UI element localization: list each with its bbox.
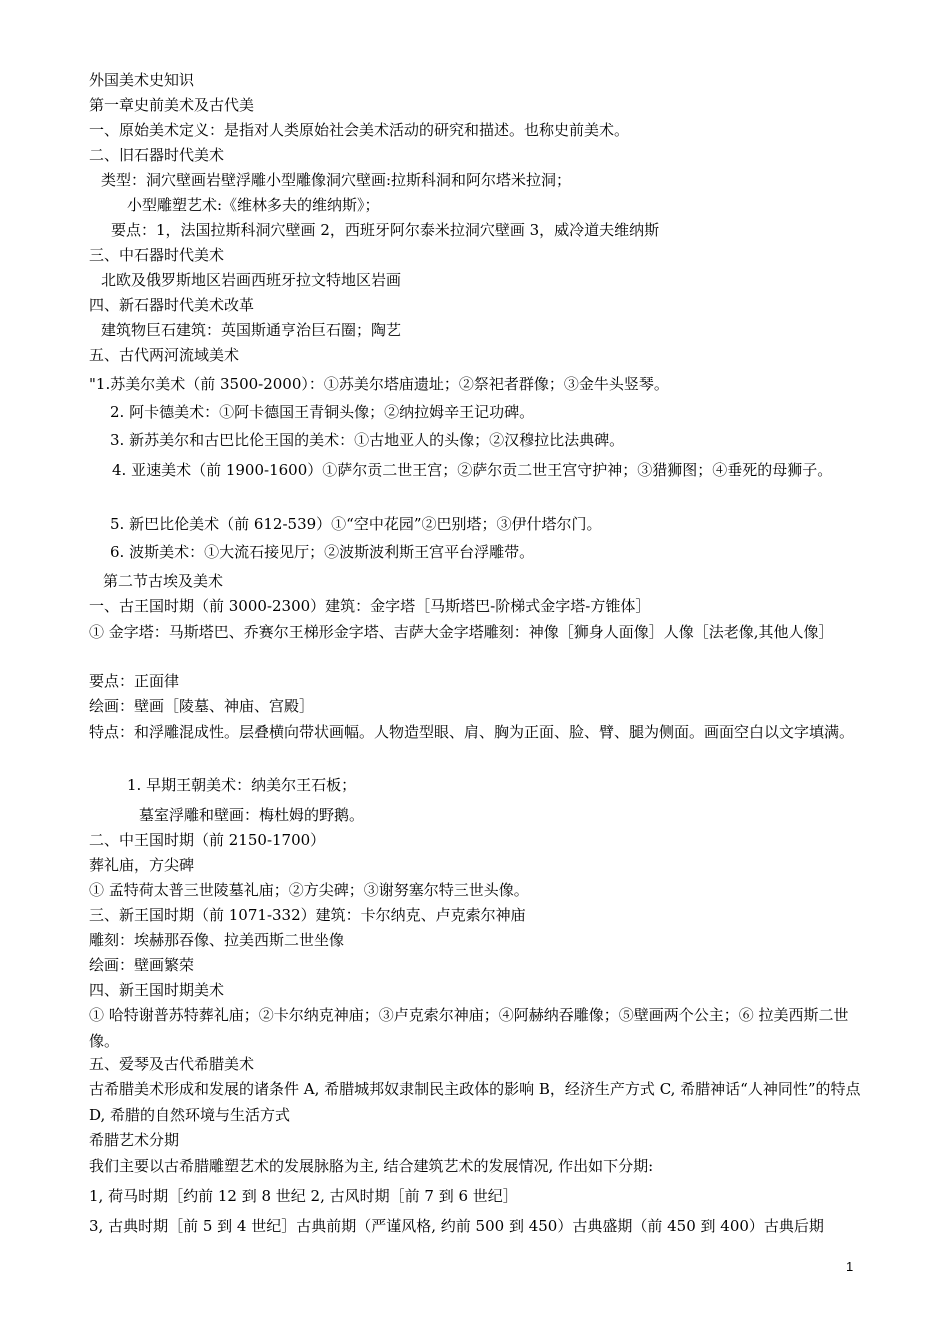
- list-item: 6. 波斯美术：①大流石接见厅；②波斯波利斯王宫平台浮雕带。: [110, 543, 535, 561]
- chapter-heading: 第一章史前美术及古代美: [89, 96, 255, 114]
- text-line: 一、古王国时期（前 3000-2300）建筑：金字塔［马斯塔巴-阶梯式金字塔-方锥体］: [89, 597, 651, 615]
- text-line: 建筑物巨石建筑：英国斯通亨治巨石圈；陶艺: [101, 321, 402, 339]
- section-heading: 五、古代两河流域美术: [89, 346, 240, 364]
- text-line: 1, 荷马时期［约前 12 到 8 世纪 2, 古风时期［前 7 到 6 世纪］: [89, 1187, 518, 1205]
- text-line: 要点：1，法国拉斯科洞穴壁画 2，西班牙阿尔泰米拉洞穴壁画 3，威冷道夫维纳斯: [111, 221, 660, 239]
- text-paragraph: ① 金字塔：马斯塔巴、乔赛尔王梯形金字塔、吉萨大金字塔雕刻：神像［狮身人面像］人像［法老像,其他人像］: [89, 623, 834, 641]
- text-paragraph: ① 哈特谢普苏特葬礼庙；②卡尔纳克神庙；③卢克索尔神庙；④阿赫纳吞雕像；⑤壁画两个公主；⑥ 拉美西斯二世像。: [89, 1006, 849, 1050]
- text-paragraph: 古希腊美术形成和发展的诸条件 A, 希腊城邦奴隶制民主政体的影响 B，经济生产方式 C, 希腊神话“人神同性”的特点 D, 希腊的自然环境与生活方式: [89, 1080, 861, 1124]
- list-item: 1. 早期王朝美术：纳美尔王石板；: [127, 776, 357, 794]
- text-line: 类型：洞穴壁画岩壁浮雕小型雕像洞穴壁画:拉斯科洞和阿尔塔米拉洞；: [101, 171, 572, 189]
- section-heading: 三、新王国时期（前 1071-332）建筑：卡尔纳克、卢克索尔神庙: [89, 906, 526, 924]
- page-number: 1: [846, 1259, 854, 1274]
- text-line: 一、原始美术定义：是指对人类原始社会美术活动的研究和描述。也称史前美术。: [89, 121, 630, 139]
- document-title: 外国美术史知识: [89, 71, 195, 89]
- list-item: 5. 新巴比伦美术（前 612-539）①“空中花园”②巴别塔；③伊什塔尔门。: [110, 515, 602, 533]
- section-heading: 五、爱琴及古代希腊美术: [89, 1055, 255, 1073]
- section-heading: 四、新石器时代美术改革: [89, 296, 255, 314]
- text-paragraph: 特点：和浮雕混成性。层叠横向带状画幅。人物造型眼、肩、胸为正面、脸、臂、腿为侧面。画面空白以文字填满。: [89, 723, 855, 741]
- list-item: 3. 新苏美尔和古巴比伦王国的美术：①古地亚人的头像；②汉穆拉比法典碑。: [110, 431, 625, 449]
- text-line: 绘画：壁画［陵墓、神庙、宫殿］: [89, 697, 315, 715]
- text-line: 绘画：壁画繁荣: [89, 956, 195, 974]
- section-heading: 二、中王国时期（前 2150-1700）: [89, 831, 326, 849]
- list-item: "1.苏美尔美术（前 3500-2000）：①苏美尔塔庙遗址；②祭祀者群像；③金牛头竖琴。: [89, 375, 669, 393]
- section-heading: 四、新王国时期美术: [89, 981, 225, 999]
- text-line: 北欧及俄罗斯地区岩画西班牙拉文特地区岩画: [101, 271, 402, 289]
- list-item: 2. 阿卡德美术：①阿卡德国王青铜头像；②纳拉姆辛王记功碑。: [110, 403, 535, 421]
- text-line: 葬礼庙，方尖碑: [89, 856, 195, 874]
- section-heading: 二、旧石器时代美术: [89, 146, 225, 164]
- text-line: 3, 古典时期［前 5 到 4 世纪］古典前期（严谨风格, 约前 500 到 450）古典盛期（前 450 到 400）古典后期: [89, 1217, 824, 1235]
- text-line: 希腊艺术分期: [89, 1131, 180, 1149]
- section-heading: 三、中石器时代美术: [89, 246, 225, 264]
- list-item: 4. 亚速美术（前 1900-1600）①萨尔贡二世王宫；②萨尔贡二世王宫守护神；③猎狮图；④垂死的母狮子。: [112, 461, 833, 479]
- text-line: 墓室浮雕和壁画：梅杜姆的野鹅。: [139, 806, 365, 824]
- text-line: 要点：正面律: [89, 672, 180, 690]
- text-line: ① 孟特荷太普三世陵墓礼庙；②方尖碑；③谢努塞尔特三世头像。: [89, 881, 529, 899]
- section-heading: 第二节古埃及美术: [103, 572, 224, 590]
- text-line: 雕刻：埃赫那吞像、拉美西斯二世坐像: [89, 931, 345, 949]
- text-line: 小型雕塑艺术:《维林多夫的维纳斯》；: [127, 196, 380, 214]
- text-line: 我们主要以古希腊雕塑艺术的发展脉胳为主, 结合建筑艺术的发展情况, 作出如下分期:: [89, 1157, 654, 1175]
